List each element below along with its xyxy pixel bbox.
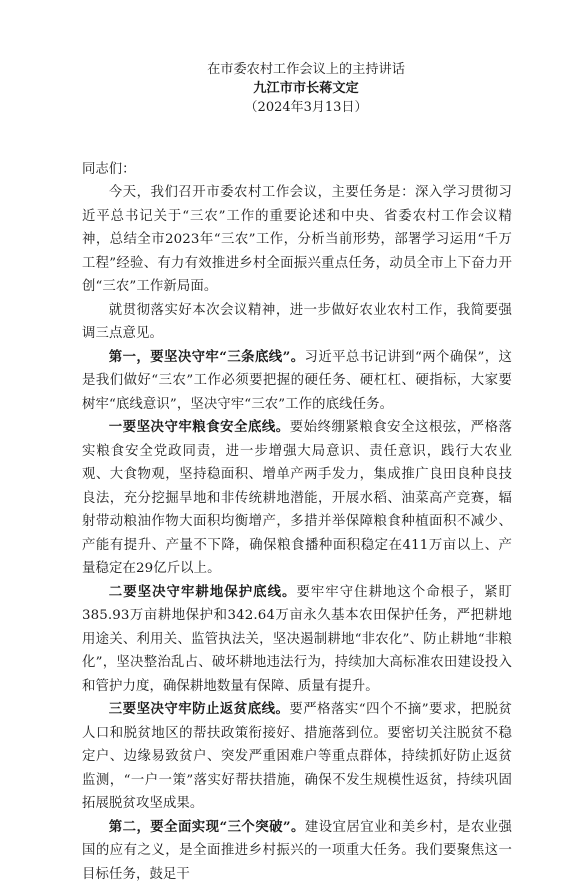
paragraph-text: 就贯彻落实好本次会议精神，进一步做好农业农村工作，我简要强调三点意见。 bbox=[82, 303, 512, 342]
paragraph-lead: 三要坚决守牢防止返贫底线。 bbox=[109, 701, 290, 717]
paragraph-4 bbox=[82, 416, 512, 581]
paragraph-6 bbox=[82, 698, 512, 816]
paragraph-text: 要牢牢守住耕地这个命根子，紧盯385.93万亩耕地保护和342.64万亩永久基本农田保护任务，严把耕地用途关、利用关、监管执法关，坚决遏制耕地“非农化”、防止耕地“非粮化”，坚决整治乱占、破坏耕地违法行为，持续加大高标准农田建设投入和管护力度，确保耕地数量有保障、质量有提升。 bbox=[82, 585, 512, 694]
paragraph-7 bbox=[82, 816, 512, 886]
paragraph-text: 建设宜居宜业和美乡村，是农业强国的应有之义，是全面推进乡村振兴的一项重大任务。我们要聚焦这一目标任务，鼓足干 bbox=[82, 820, 512, 882]
paragraph-5 bbox=[82, 581, 512, 699]
paragraph-lead: 二要坚决守牢耕地保护底线。 bbox=[109, 584, 297, 600]
paragraph-lead: 第一，要坚决守牢“三条底线”。 bbox=[109, 349, 305, 365]
title-block bbox=[100, 60, 512, 117]
paragraph-1 bbox=[82, 181, 512, 299]
paragraph-lead: 一要坚决守牢粮食安全底线。 bbox=[109, 419, 290, 435]
paragraph-3 bbox=[82, 346, 512, 417]
paragraph-text: 习近平总书记讲到“两个确保”，这是我们做好“三农”工作必须要把握的硬任务、硬杠杠、硬指标，大家要树牢“底线意识”，坚决守牢“三农”工作的底线任务。 bbox=[82, 350, 512, 412]
paragraph-lead: 第二，要全面实现“三个突破”。 bbox=[109, 819, 305, 835]
document-date: （2024年3月13日） bbox=[100, 98, 512, 117]
document-title: 在市委农村工作会议上的主持讲话 bbox=[100, 60, 512, 79]
salutation: 同志们： bbox=[82, 159, 512, 181]
paragraph-text: 要严格落实“四个不摘”要求，把脱贫人口和脱贫地区的帮扶政策衔接好、措施落到位。要密切关注脱贫不稳定户、边缘易致贫户、突发严重困难户等重点群体，持续抓好防止返贫监测，“一户一策”落实好帮扶措施，确保不发生规模性返贫，持续巩固拓展脱贫攻坚成果。 bbox=[82, 702, 512, 811]
document-author: 九江市市长蒋文定 bbox=[100, 79, 512, 98]
paragraph-text: 今天，我们召开市委农村工作会议，主要任务是：深入学习贯彻习近平总书记关于“三农”工作的重要论述和中央、省委农村工作会议精神，总结全市2023年“三农”工作，分析当前形势，部署学习运用“千万工程”经验、有力有效推进乡村全面振兴重点任务，动员全市上下奋力开创“三农”工作新局面。 bbox=[82, 185, 512, 294]
paragraph-2 bbox=[82, 299, 512, 346]
document-body bbox=[82, 181, 512, 886]
paragraph-text: 要始终绷紧粮食安全这根弦，严格落实粮食安全党政同责，进一步增强大局意识、责任意识，践行大农业观、大食物观，坚持稳面积、增单产两手发力，集成推广良田良种良技良法，充分挖掘旱地和非传统耕地潜能，开展水稻、油菜高产竞赛，辐射带动粮油作物大面积均衡增产，多措并举保障粮食种植面积不减少、产能有提升、产量不下降，确保粮食播种面积稳定在411万亩以上、产量稳定在29亿斤以上。 bbox=[82, 420, 512, 576]
